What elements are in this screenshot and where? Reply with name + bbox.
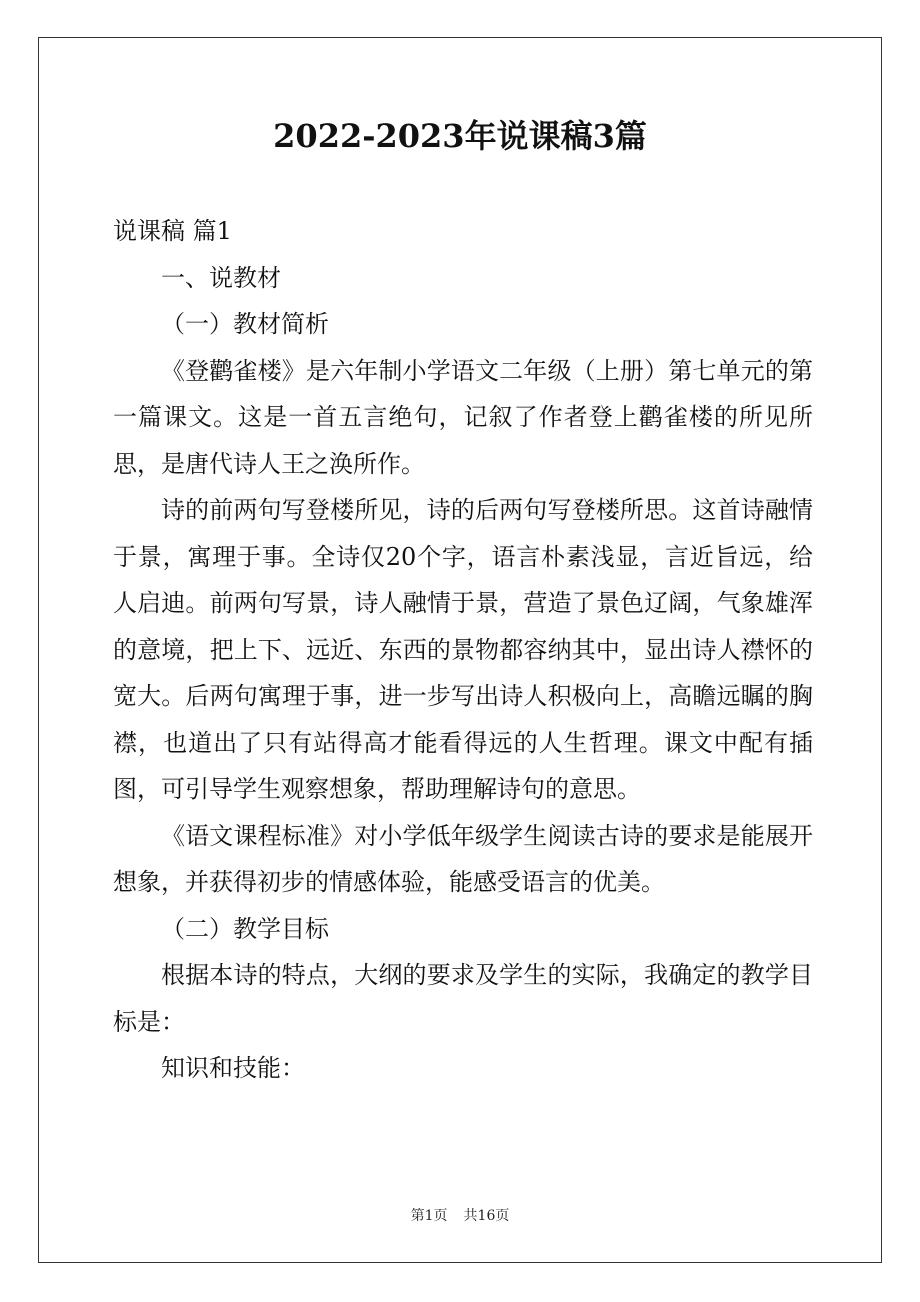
paragraph: 知识和技能：	[161, 1054, 305, 1082]
page-number: 第1页	[410, 1208, 448, 1224]
paragraph: 《语文课程标准》对小学低年级学生阅读古诗的要求是能展开想象，并获得初步的情感体验，能感受语言的优美。	[113, 821, 813, 896]
subheading-teaching-goals: （二）教学目标	[161, 914, 329, 943]
document-title: 2022-2023年说课稿3篇	[273, 117, 647, 155]
page-total: 共16页	[463, 1208, 510, 1224]
page-footer	[0, 1206, 920, 1226]
heading-level-1: 一、说教材	[161, 263, 281, 292]
section-heading: 说课稿 篇1	[113, 217, 232, 245]
subheading-textbook-analysis: （一）教材简析	[161, 310, 329, 338]
paragraph: 《登鹳雀楼》是六年制小学语文二年级（上册）第七单元的第一篇课文。这是一首五言绝句，记叙了作者登上鹳雀楼的所见所思，是唐代诗人王之涣所作。	[113, 356, 813, 478]
document-body	[113, 208, 813, 1092]
paragraph: 诗的前两句写登楼所见，诗的后两句写登楼所思。这首诗融情于景，寓理于事。全诗仅20个字，语言朴素浅显，言近旨远，给人启迪。前两句写景，诗人融情于景，营造了景色辽阔，气象雄浑的意境，把上下、远近、东西的景物都容纳其中，显出诗人襟怀的宽大。后两句寓理于事，进一步写出诗人积极向上，高瞻远瞩的胸襟，也道出了只有站得高才能看得远的人生哲理。课文中配有插图，可引导学生观察想象，帮助理解诗句的意思。	[113, 496, 813, 803]
paragraph: 根据本诗的特点，大纲的要求及学生的实际，我确定的教学目标是：	[113, 961, 813, 1036]
